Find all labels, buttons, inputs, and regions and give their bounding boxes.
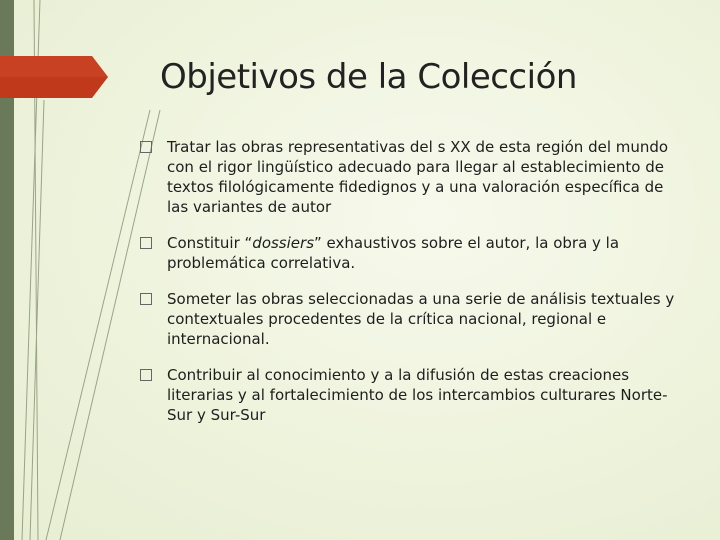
- bullet-text-post: ” exhaustivos sobre el autor, la obra y la problemática correlativa.: [167, 234, 620, 272]
- bullet-text: Tratar las obras representativas del s XX de esta región del mundo con el rigor lingüístico adecuado para llegar al establecimiento de textos filológicamente fidedignos y a una valoración específica de las variantes de autor: [167, 138, 669, 216]
- bullet-text-italic: dossiers: [252, 234, 315, 252]
- bullet-item: [140, 289, 680, 349]
- arrow-tab-icon: [0, 56, 108, 98]
- checkbox-square-icon: [140, 141, 152, 153]
- bullet-list: [140, 137, 680, 441]
- bullet-item: [140, 365, 680, 425]
- slide-title: Objetivos de la Colección: [160, 57, 577, 97]
- bullet-item: [140, 137, 680, 217]
- bullet-text: Someter las obras seleccionadas a una serie de análisis textuales y contextuales procedentes de la crítica nacional, regional e internacional.: [167, 290, 675, 348]
- bullet-text-pre: Constituir “: [167, 234, 253, 252]
- checkbox-square-icon: [140, 369, 152, 381]
- checkbox-square-icon: [140, 237, 152, 249]
- checkbox-square-icon: [140, 293, 152, 305]
- bullet-item: [140, 233, 680, 273]
- bullet-text: Contribuir al conocimiento y a la difusión de estas creaciones literarias y al fortalecimiento de los intercambios culturares Norte-Sur y Sur-Sur: [167, 366, 668, 424]
